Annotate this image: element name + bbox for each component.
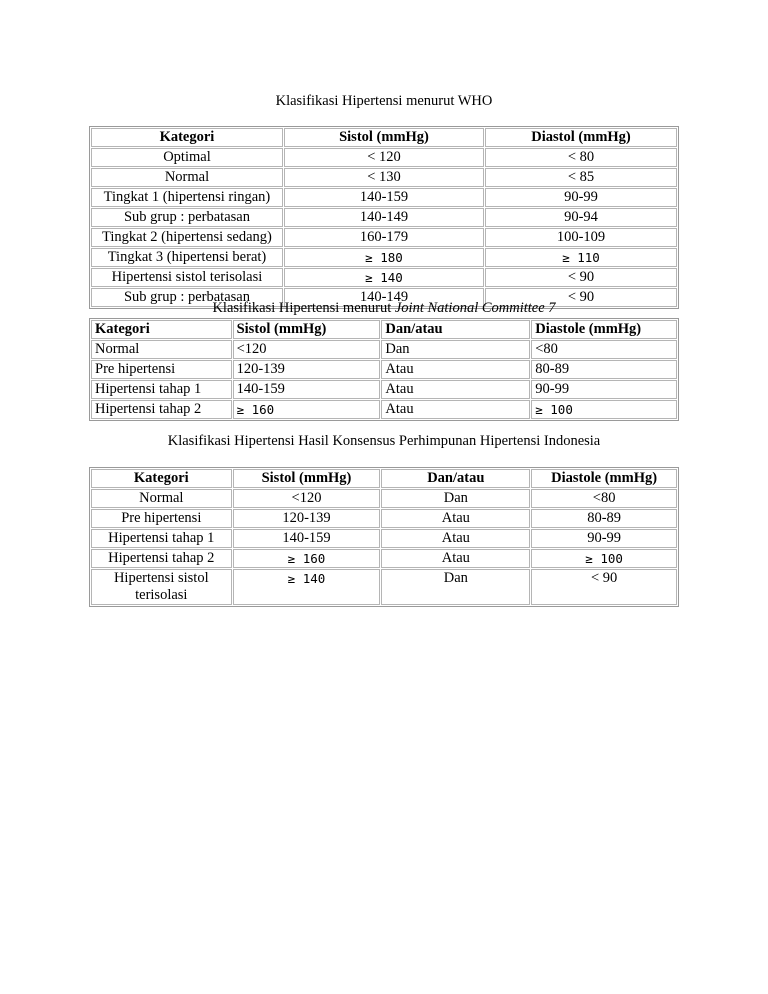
cell-dan-atau: Dan	[381, 340, 530, 359]
cell-diastol: ≥ 110	[485, 248, 677, 267]
table-row	[91, 208, 677, 227]
table-row	[91, 148, 677, 167]
table-header-row	[91, 469, 677, 488]
cell-diastole: 90-99	[531, 529, 677, 548]
cell-kategori: Hipertensi tahap 1	[91, 529, 232, 548]
cell-kategori: Tingkat 3 (hipertensi berat)	[91, 248, 283, 267]
cell-sistol: ≥ 160	[233, 400, 381, 419]
header-kategori: Kategori	[91, 469, 232, 488]
header-diastole: Diastole (mmHg)	[531, 320, 677, 339]
jnc7-title-prefix: Klasifikasi Hipertensi menurut	[212, 300, 395, 316]
cell-sistol: 140-149	[284, 288, 484, 307]
cell-sistol: 120-139	[233, 360, 381, 379]
cell-dan-atau: Atau	[381, 509, 530, 528]
cell-diastol: 100-109	[485, 228, 677, 247]
header-sistol: Sistol (mmHg)	[284, 128, 484, 147]
cell-diastole: <80	[531, 489, 677, 508]
cell-dan-atau: Atau	[381, 400, 530, 419]
cell-kategori: Normal	[91, 168, 283, 187]
cell-kategori: Tingkat 1 (hipertensi ringan)	[91, 188, 283, 207]
jnc7-table-title	[0, 299, 768, 317]
header-sistol: Sistol (mmHg)	[233, 320, 381, 339]
cell-sistol: ≥ 140	[284, 268, 484, 287]
cell-kategori: Pre hipertensi	[91, 360, 232, 379]
cell-kategori: Hipertensi tahap 2	[91, 549, 232, 568]
cell-dan-atau: Atau	[381, 549, 530, 568]
cell-dan-atau: Dan	[381, 489, 530, 508]
table-row	[91, 340, 677, 359]
cell-diastol: < 90	[485, 288, 677, 307]
table-row	[91, 549, 677, 568]
cell-sistol: 160-179	[284, 228, 484, 247]
cell-sistol: 140-149	[284, 208, 484, 227]
table-row	[91, 380, 677, 399]
indonesia-table-title: Klasifikasi Hipertensi Hasil Konsensus Perhimpunan Hipertensi Indonesia	[167, 433, 601, 449]
header-sistol: Sistol (mmHg)	[233, 469, 381, 488]
cell-kategori: Normal	[91, 340, 232, 359]
cell-diastole: ≥ 100	[531, 400, 677, 419]
cell-diastole: <80	[531, 340, 677, 359]
cell-dan-atau: Atau	[381, 529, 530, 548]
cell-sistol: 140-159	[284, 188, 484, 207]
cell-dan-atau: Dan	[381, 569, 530, 605]
table-row	[91, 400, 677, 419]
table-row	[91, 228, 677, 247]
header-kategori: Kategori	[91, 128, 283, 147]
cell-diastol: < 85	[485, 168, 677, 187]
table-header-row	[91, 128, 677, 147]
cell-dan-atau: Atau	[381, 360, 530, 379]
indonesia-classification-table	[89, 467, 679, 607]
table-row	[91, 248, 677, 267]
table-row	[91, 529, 677, 548]
header-dan-atau: Dan/atau	[381, 469, 530, 488]
cell-kategori: Hipertensi tahap 2	[91, 400, 232, 419]
cell-diastol: < 80	[485, 148, 677, 167]
jnc7-classification-table	[89, 318, 679, 421]
cell-diastole: 80-89	[531, 509, 677, 528]
jnc7-title-italic: Joint National Committee 7	[394, 300, 556, 316]
cell-sistol: ≥ 140	[233, 569, 381, 605]
cell-kategori: Hipertensi tahap 1	[91, 380, 232, 399]
cell-kategori: Sub grup : perbatasan	[91, 288, 283, 307]
who-classification-table	[89, 126, 679, 309]
header-diastole: Diastole (mmHg)	[531, 469, 677, 488]
cell-sistol: 140-159	[233, 380, 381, 399]
cell-diastole: ≥ 100	[531, 549, 677, 568]
cell-diastol: < 90	[485, 268, 677, 287]
header-dan-atau: Dan/atau	[381, 320, 530, 339]
cell-diastol: 90-99	[485, 188, 677, 207]
cell-sistol: 140-159	[233, 529, 381, 548]
cell-kategori: Normal	[91, 489, 232, 508]
cell-sistol: < 130	[284, 168, 484, 187]
cell-kategori: Hipertensi sistol terisolasi	[91, 268, 283, 287]
cell-diastole: 90-99	[531, 380, 677, 399]
table-row	[91, 168, 677, 187]
cell-kategori: Optimal	[91, 148, 283, 167]
table-row	[91, 509, 677, 528]
header-diastol: Diastol (mmHg)	[485, 128, 677, 147]
table-row	[91, 360, 677, 379]
table-header-row	[91, 320, 677, 339]
cell-diastole: < 90	[531, 569, 677, 605]
cell-diastol: 90-94	[485, 208, 677, 227]
cell-sistol: <120	[233, 340, 381, 359]
cell-kategori: Sub grup : perbatasan	[91, 208, 283, 227]
table-row	[91, 569, 677, 605]
table-row	[91, 489, 677, 508]
cell-sistol: ≥ 160	[233, 549, 381, 568]
cell-sistol: ≥ 180	[284, 248, 484, 267]
cell-kategori: Hipertensi sistol terisolasi	[91, 569, 232, 605]
header-kategori: Kategori	[91, 320, 232, 339]
table-row	[91, 188, 677, 207]
who-table-title: Klasifikasi Hipertensi menurut WHO	[275, 93, 493, 109]
table-row	[91, 268, 677, 287]
cell-dan-atau: Atau	[381, 380, 530, 399]
cell-diastole: 80-89	[531, 360, 677, 379]
cell-sistol: < 120	[284, 148, 484, 167]
cell-sistol: 120-139	[233, 509, 381, 528]
cell-kategori: Tingkat 2 (hipertensi sedang)	[91, 228, 283, 247]
cell-sistol: <120	[233, 489, 381, 508]
cell-kategori: Pre hipertensi	[91, 509, 232, 528]
